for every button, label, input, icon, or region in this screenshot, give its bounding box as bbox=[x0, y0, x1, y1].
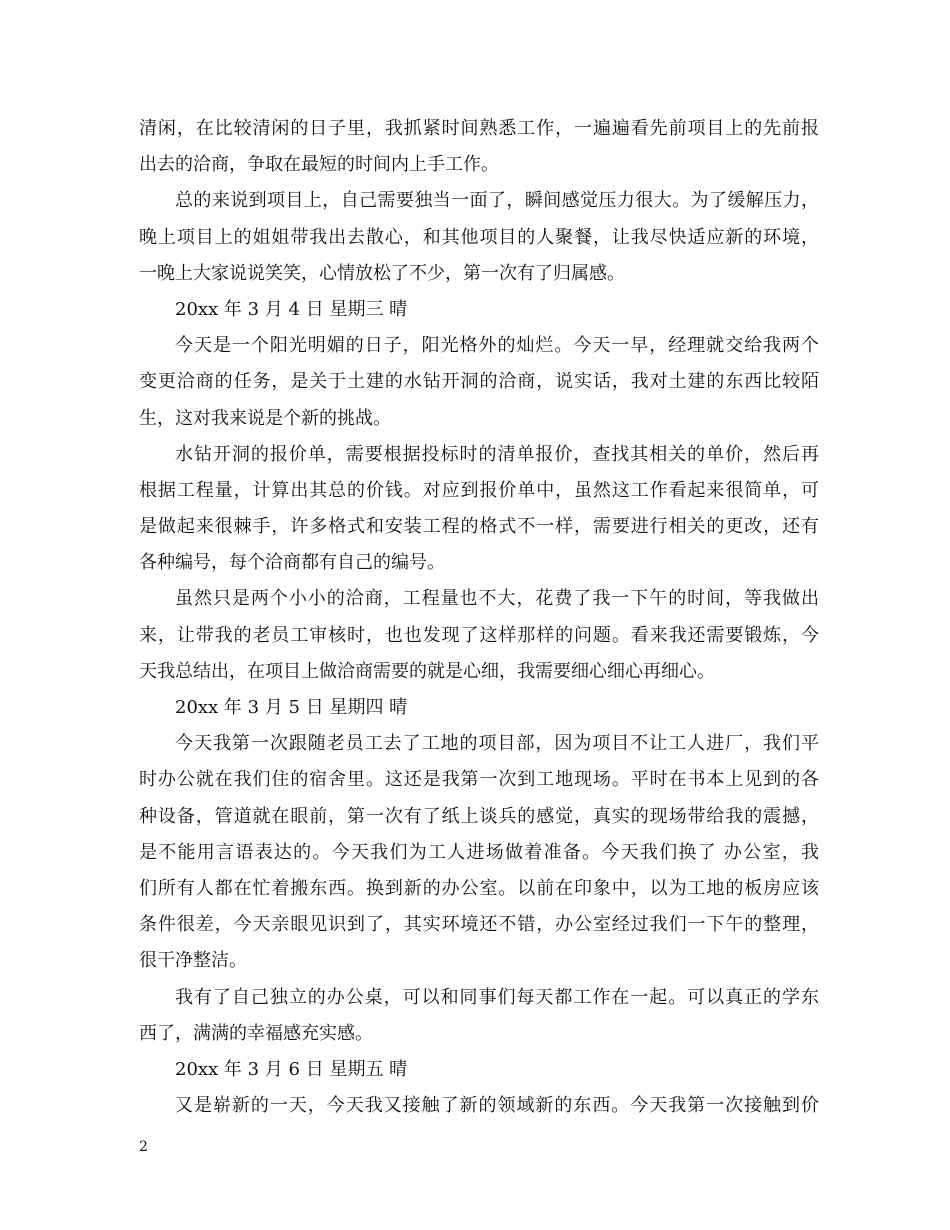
text-line: 西了，满满的幸福感充实感。 bbox=[139, 1022, 373, 1044]
text-line: 我有了自己独立的办公桌，可以和同事们每天都工作在一起。可以真正的学东 bbox=[175, 986, 819, 1008]
text-line: 20xx 年 3 月 6 日 星期五 晴 bbox=[175, 1058, 408, 1080]
text-line: 是不能用言语表达的。今天我们为工人进场做着准备。今天我们换了 办公室，我 bbox=[139, 841, 819, 863]
body-text bbox=[139, 111, 819, 1124]
text-line: 来，让带我的老员工审核时，也也发现了这样那样的问题。看来我还需要锻炼，今 bbox=[139, 624, 819, 646]
page-number: 2 bbox=[139, 1139, 148, 1155]
text-line: 种设备，管道就在眼前，第一次有了纸上谈兵的感觉，真实的现场带给我的震撼， bbox=[139, 805, 819, 827]
text-line: 很干净整洁。 bbox=[139, 950, 247, 972]
text-line: 时办公就在我们住的宿舍里。这还是我第一次到工地现场。平时在书本上见到的各 bbox=[139, 769, 819, 791]
text-line: 是做起来很棘手，许多格式和安装工程的格式不一样，需要进行相关的更改，还有 bbox=[139, 516, 819, 538]
text-line: 根据工程量，计算出其总的价钱。对应到报价单中，虽然这工作看起来很简单，可 bbox=[139, 479, 819, 501]
text-line: 变更洽商的任务，是关于土建的水钻开洞的洽商，说实话，我对土建的东西比较陌 bbox=[139, 371, 819, 393]
text-line: 一晚上大家说说笑笑，心情放松了不少，第一次有了归属感。 bbox=[139, 262, 625, 284]
text-line: 天我总结出，在项目上做洽商需要的就是心细，我需要细心细心再细心。 bbox=[139, 660, 715, 682]
text-line: 又是崭新的一天，今天我又接触了新的领域新的东西。今天我第一次接触到价 bbox=[175, 1095, 819, 1117]
text-line: 清闲，在比较清闲的日子里，我抓紧时间熟悉工作，一遍遍看先前项目上的先前报 bbox=[139, 118, 819, 139]
text-line: 20xx 年 3 月 4 日 星期三 晴 bbox=[175, 298, 408, 320]
text-line: 晚上项目上的姐姐带我出去散心，和其他项目的人聚餐，让我尽快适应新的环境， bbox=[139, 226, 819, 248]
text-line: 条件很差，今天亲眼见识到了，其实环境还不错，办公室经过我们一下午的整理， bbox=[139, 914, 819, 936]
text-line: 各种编号，每个洽商都有自己的编号。 bbox=[139, 552, 445, 574]
text-line: 虽然只是两个小小的洽商，工程量也不大，花费了我一下午的时间，等我做出 bbox=[175, 588, 819, 610]
text-line: 今天我第一次跟随老员工去了工地的项目部，因为项目不让工人进厂，我们平 bbox=[175, 733, 819, 755]
text-line: 生，这对我来说是个新的挑战。 bbox=[139, 407, 391, 429]
text-line: 们所有人都在忙着搬东西。换到新的办公室。以前在印象中，以为工地的板房应该 bbox=[139, 877, 819, 899]
text-line: 20xx 年 3 月 5 日 星期四 晴 bbox=[175, 697, 408, 718]
text-line: 总的来说到项目上，自己需要独当一面了，瞬间感觉压力很大。为了缓解压力， bbox=[175, 190, 819, 212]
text-line: 水钻开洞的报价单，需要根据投标时的清单报价，查找其相关的单价，然后再 bbox=[175, 443, 819, 465]
text-line: 今天是一个阳光明媚的日子，阳光格外的灿烂。今天一早，经理就交给我两个 bbox=[175, 335, 819, 357]
text-line: 出去的洽商，争取在最短的时间内上手工作。 bbox=[139, 154, 499, 176]
